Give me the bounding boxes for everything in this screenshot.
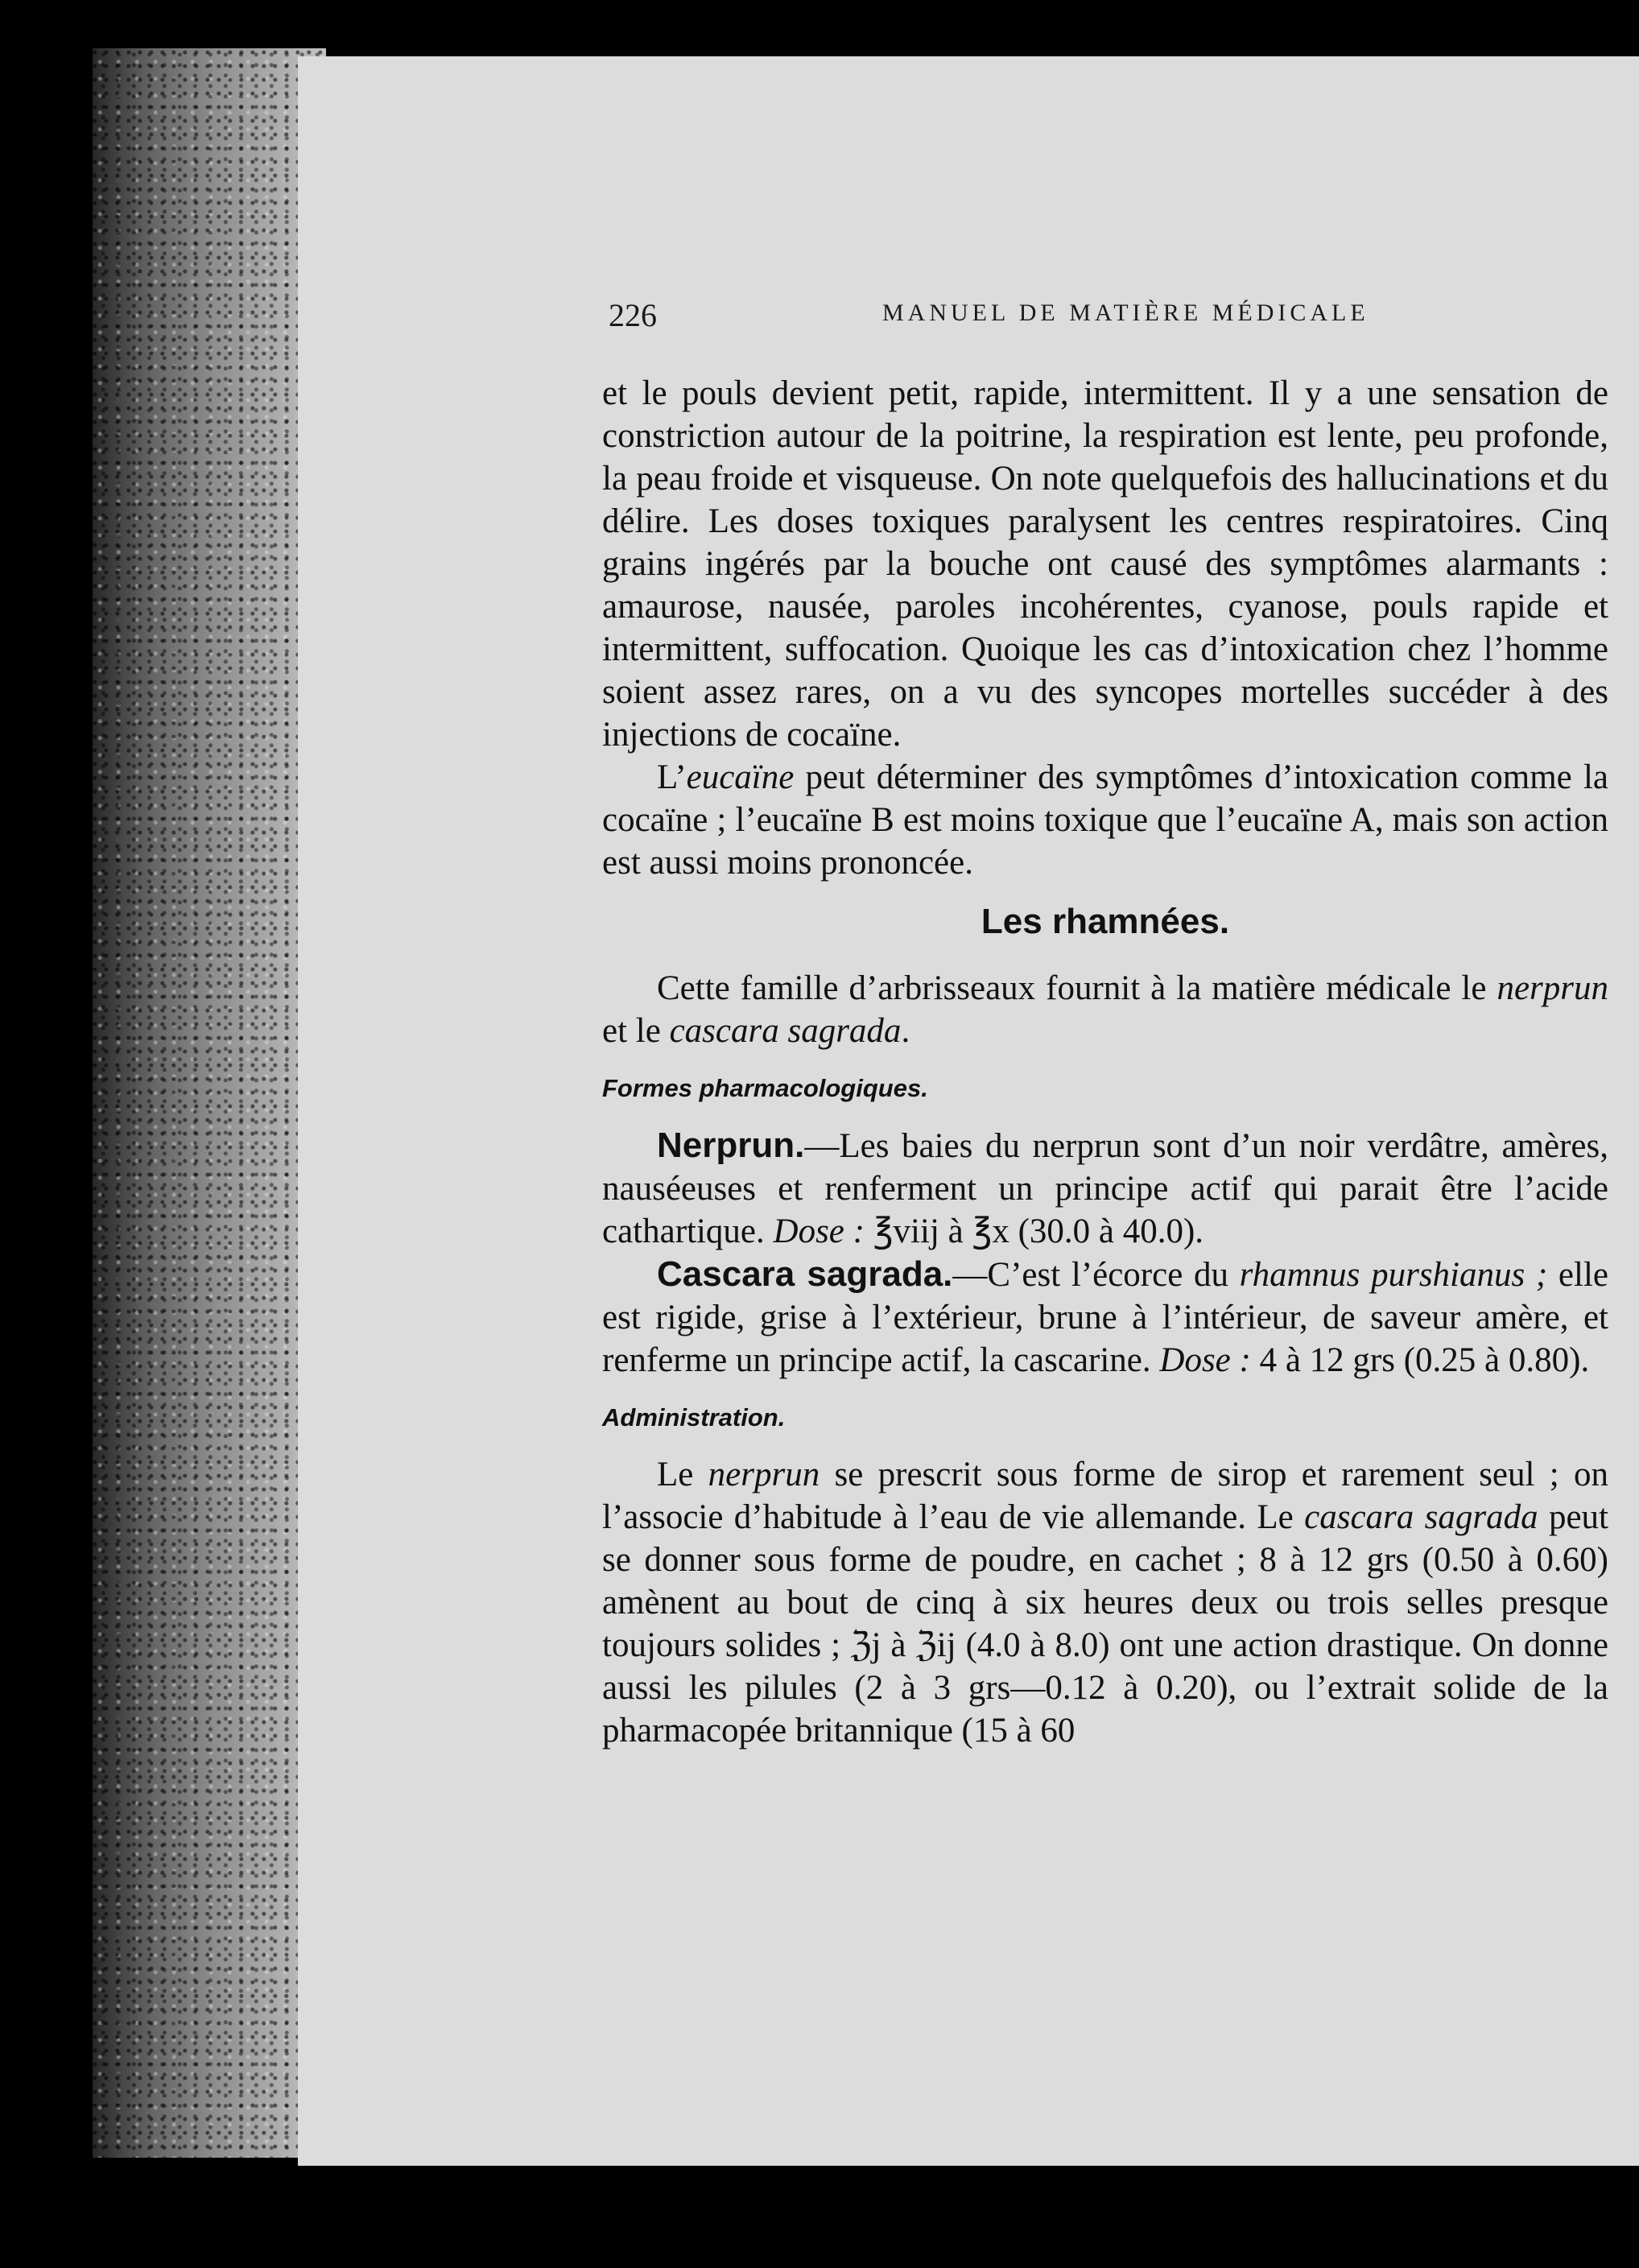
text-run: —C’est l’écorce du bbox=[952, 1256, 1240, 1294]
text-run: se prescrit sous forme de sirop et rarement seul ; on l’associe d’habitude à l’eau de vie allemande. Le bbox=[602, 1456, 1608, 1536]
italic-term: nerprun bbox=[1497, 969, 1608, 1007]
text-run: peut se donner sous forme de poudre, en cachet ; 8 à 12 grs (0.50 à 0.60) amènent au bout de cinq à six heures deux ou trois selles presque toujours solides ; ℨj à ℨij (4.0 à 8.0) ont une action drastique. On donne aussi les pilules (2 à 3 grs—0.12 à 0.20), ou l’extrait solide de la pharmacopée britannique (15 à 60 bbox=[602, 1498, 1608, 1750]
paragraph-cascara bbox=[602, 1253, 1608, 1382]
text-run: peut déterminer des symptômes d’intoxication comme la cocaïne ; l’eucaïne B est moins toxique que l’eucaïne A, mais son action est aussi moins prononcée. bbox=[602, 758, 1608, 882]
spine-noise-texture bbox=[93, 48, 326, 2158]
text-run: Le bbox=[657, 1456, 708, 1493]
text-run: elle est rigide, grise à l’extérieur, brune à l’intérieur, de saveur amère, et renferme un principe actif, la cascarine. bbox=[602, 1256, 1608, 1379]
term-heading: Cascara sagrada. bbox=[657, 1254, 953, 1294]
italic-term: cascara sagrada bbox=[1304, 1498, 1538, 1536]
dose-label: Dose : bbox=[773, 1212, 865, 1250]
book-spine-scan-edge bbox=[93, 48, 326, 2158]
italic-term: cascara sagrada bbox=[669, 1012, 902, 1050]
italic-term: rhamnus purshianus ; bbox=[1239, 1256, 1548, 1294]
section-title: Les rhamnées. bbox=[981, 902, 1230, 941]
text-run: et le bbox=[602, 1012, 670, 1050]
subheading-administration: Administration. bbox=[602, 1403, 786, 1431]
text-run: L’ bbox=[657, 758, 687, 796]
paragraph-toxicity: et le pouls devient petit, rapide, intermittent. Il y a une sensation de constriction autour de la poitrine, la respiration est lente, peu profonde, la peau froide et visqueuse. On note quelquefois des hallucinations et du délire. Les doses toxiques paralysent les centres respiratoires. Cinq grains ingérés par la bouche ont causé des symptômes alarmants : amaurose, nausée, paroles incohérentes, cyanose, pouls rapide et intermittent, suffocation. Quoique les cas d’intoxication chez l’homme soient assez rares, on a vu des syncopes mortelles succéder à des injections de cocaïne. bbox=[602, 374, 1608, 754]
text-run: —Les baies du nerprun sont d’un noir verdâtre, amères, nauséeuses et renferment un principe actif qui parait être l’acide cathartique. bbox=[602, 1127, 1608, 1250]
paragraph-nerprun bbox=[602, 1124, 1608, 1253]
running-title: MANUEL DE MATIÈRE MÉDICALE bbox=[882, 300, 1369, 326]
text-run: . bbox=[901, 1012, 910, 1050]
term-heading: Nerprun. bbox=[657, 1126, 805, 1165]
italic-term: nerprun bbox=[708, 1456, 820, 1493]
paragraph-administration bbox=[602, 1453, 1608, 1752]
italic-term: eucaïne bbox=[686, 758, 795, 796]
paragraph-eucaine bbox=[602, 756, 1608, 884]
dose-label: Dose : bbox=[1159, 1341, 1251, 1379]
dose-value: ℥viij à ℥x (30.0 à 40.0). bbox=[864, 1212, 1204, 1250]
paragraph-section-intro bbox=[602, 967, 1608, 1052]
text-run: Cette famille d’arbrisseaux fournit à la matière médicale le bbox=[657, 969, 1497, 1007]
page-number: 226 bbox=[609, 297, 657, 333]
subheading-formes: Formes pharmacologiques. bbox=[602, 1074, 928, 1102]
page-body bbox=[602, 372, 1608, 1752]
dose-value: 4 à 12 grs (0.25 à 0.80). bbox=[1250, 1341, 1590, 1379]
